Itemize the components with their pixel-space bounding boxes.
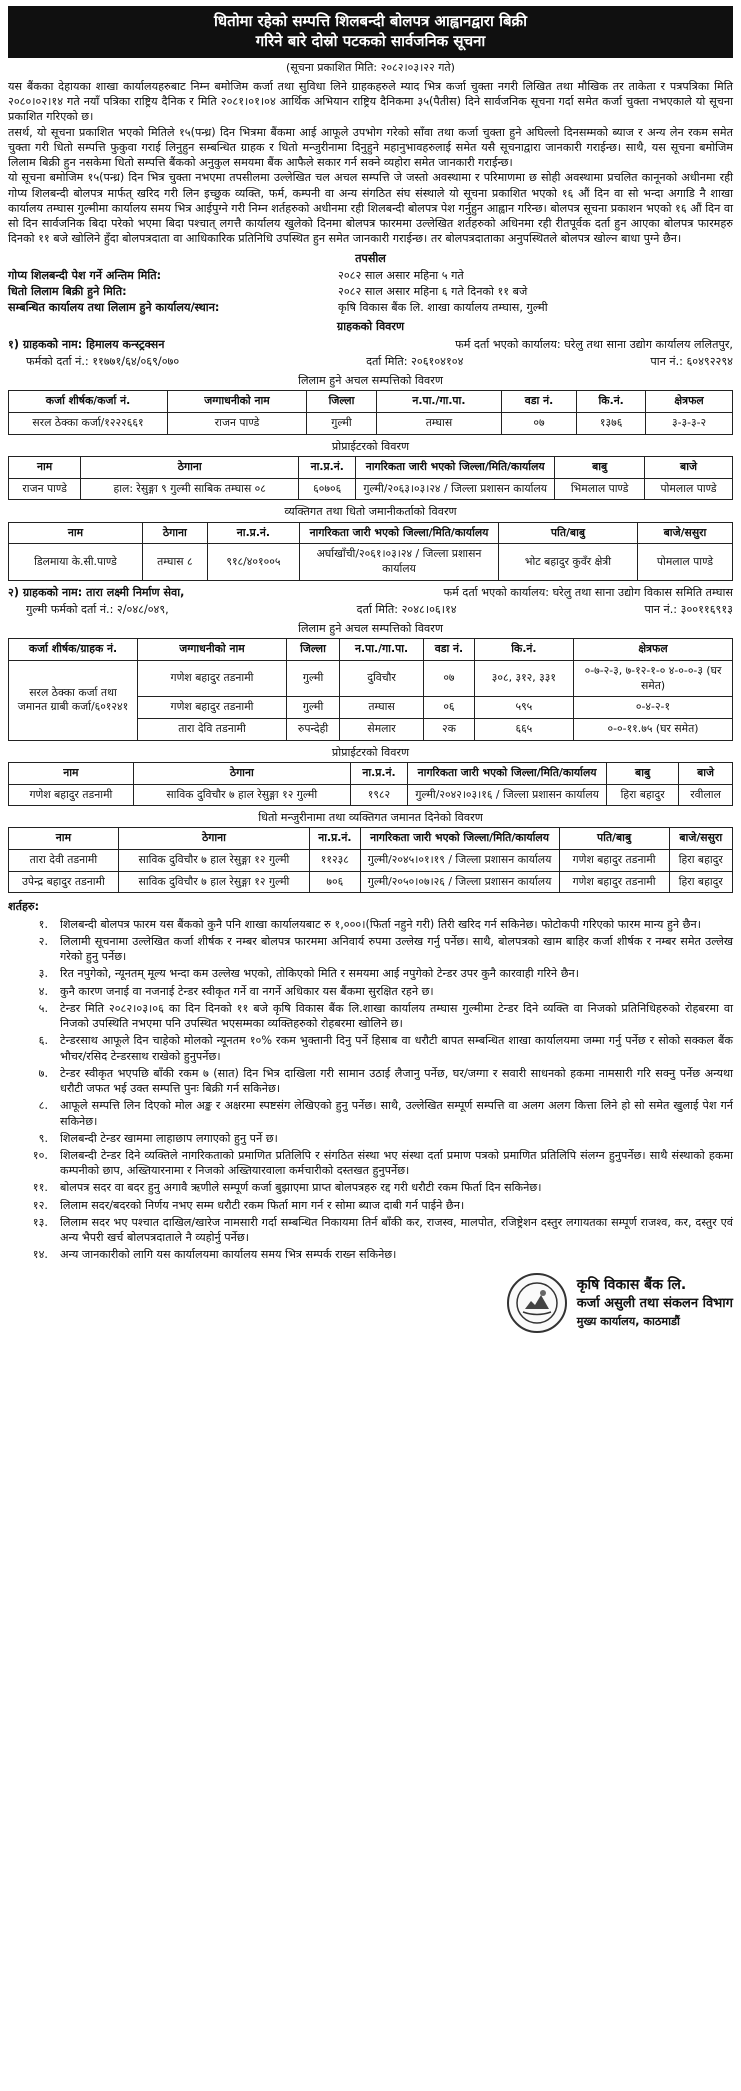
terms-title: शर्तहरु: — [8, 900, 40, 914]
customer2-pan: पान नं.: ३००११६९१३ — [644, 602, 733, 616]
table-row — [9, 478, 733, 500]
col-citizenship-issued: नागरिकता जारी भएको जिल्ला/मिति/कार्यालय — [408, 762, 607, 784]
customer2-property-table — [8, 638, 733, 740]
cell: पोमलाल पाण्डे — [645, 478, 733, 500]
bank-emblem-icon — [515, 1281, 559, 1325]
cell: भिमलाल पाण्डे — [555, 478, 645, 500]
cell: ०७ — [501, 413, 576, 435]
col-grandfather: बाजे — [679, 762, 733, 784]
customer2-reg-row — [26, 602, 733, 617]
customer1-proprietor-title: प्रोप्राईटरको विवरण — [331, 439, 410, 453]
term-number: ५. — [38, 1001, 48, 1015]
customer1-reg-no: फर्मको दर्ता नं.: ११७७१/६४/०६९/०७० — [26, 354, 180, 368]
list-item — [8, 1247, 733, 1262]
cell: गुल्मी — [287, 697, 340, 719]
table-row — [9, 660, 733, 696]
cell: सेमलार — [340, 718, 424, 740]
customer1-property-table — [8, 390, 733, 434]
published-date: (सूचना प्रकाशित मिति: २०८२।०३।२२ गते) — [286, 61, 455, 74]
cell: गणेश बहादुर तडनामी — [559, 871, 669, 893]
col-citizenship-no: ना.प्र.नं. — [310, 828, 361, 850]
cell: १९८२ — [350, 784, 407, 806]
list-item — [8, 1131, 733, 1146]
cell: गुल्मी/२०४५।०१।१९ / जिल्ला प्रशासन कार्यालय — [360, 850, 559, 872]
col-plot: कि.नं. — [577, 391, 646, 413]
col-citizenship-no: ना.प्र.नं. — [350, 762, 407, 784]
table-row — [9, 850, 733, 872]
list-item — [8, 1066, 733, 1096]
cell: १३७६ — [577, 413, 646, 435]
cell: अर्घाखाँची/२०६१।०३।२४ / जिल्ला प्रशासन कार्यालय — [300, 544, 499, 580]
schedule-title: तपसील — [355, 251, 386, 265]
term-number: ८. — [38, 1099, 48, 1113]
cell: ३०८, ३१२, ३३१ — [474, 660, 573, 696]
cell: रुपन्देही — [287, 718, 340, 740]
col-grandfather-inlaw: बाजे/ससुरा — [669, 828, 732, 850]
customer1-guarantor-title: व्यक्तिगत तथा धितो जमानीकर्ताको विवरण — [284, 505, 457, 519]
customer1-reg-date: दर्ता मिति: २०६१०४१०४ — [366, 354, 464, 368]
bank-name: कृषि विकास बैंक लि. — [576, 1276, 687, 1293]
customer2-guarantor-table — [8, 827, 733, 893]
term-text: शिलबन्दी टेन्डर खाममा लाहाछाप लगाएको हुनु पर्ने छ। — [60, 1131, 278, 1145]
col-grandfather-inlaw: बाजे/ससुरा — [637, 522, 732, 544]
cell: साविक दुविचौर ७ हाल रेसुङ्गा १२ गुल्मी — [133, 784, 350, 806]
cell: ६६५ — [474, 718, 573, 740]
cell: राजन पाण्डे — [168, 413, 307, 435]
cell: गुल्मी/२०४२।०३।१६ / जिल्ला प्रशासन कार्यालय — [408, 784, 607, 806]
customer-section-title: ग्राहकको विवरण — [336, 320, 405, 334]
col-citizenship-issued: नागरिकता जारी भएको जिल्ला/मिति/कार्यालय — [300, 522, 499, 544]
customer2-proprietor-title: प्रोप्राईटरको विवरण — [331, 745, 410, 759]
customer1-proprietor-table — [8, 456, 733, 500]
cell: तारा देवी तडनामी — [9, 850, 119, 872]
table-header-row — [9, 639, 733, 661]
cell: हिरा बहादुर — [669, 871, 732, 893]
customer1-reg-office: फर्म दर्ता भएको कार्यालय: घरेलु तथा साना उद्योग कार्यालय ललितपुर, — [455, 337, 733, 351]
cell: ०-०-११.७५ (घर समेत) — [574, 718, 733, 740]
cell: ३-३-३-२ — [646, 413, 733, 435]
customer1-property-title: लिलाम हुने अचल सम्पत्तिको विवरण — [298, 374, 443, 388]
col-district: जिल्ला — [307, 391, 377, 413]
col-address: ठेगाना — [133, 762, 350, 784]
table-header-row — [9, 762, 733, 784]
cell: ०-४-२-१ — [574, 697, 733, 719]
col-citizenship-no: ना.प्र.नं. — [207, 522, 299, 544]
cell: ६०७०६ — [299, 478, 356, 500]
term-text: टेन्डर मिति २०८२।०३।०६ का दिन दिनको ११ बजे कृषि विकास बैंक लि.शाखा कार्यालय तम्घास गुल्मीमा टेन्डर दिने व्यक्ति वा निजको प्रतिनिधिहरुको रोहबरमा वा निजको उपस्थिति नभएमा पनि उपस्थित भएसम्मका व्यक्तिहरुको रोहबरमा खोलिने छ। — [60, 1001, 733, 1031]
table-header-row — [9, 456, 733, 478]
term-number: १२. — [32, 1198, 48, 1212]
cell: पोमलाल पाण्डे — [637, 544, 732, 580]
col-citizenship-no: ना.प्र.नं. — [299, 456, 356, 478]
cell: गणेश बहादुर तडनामी — [9, 784, 134, 806]
term-number: १. — [38, 917, 48, 931]
cell: दुविचौर — [340, 660, 424, 696]
term-text: लिलामी सूचनामा उल्लेखित कर्जा शीर्षक र नम्बर बोलपत्र फारममा अनिवार्य रुपमा उल्लेख गर्नु पर्नेछ। साथै, बोलपत्रको खाम बाहिर कर्जा शीर्षक र नम्बर समेत उल्लेख गरेको हुनु पर्नेछ। — [60, 934, 733, 964]
cell: गुल्मी/२०६३।०३।२४ / जिल्ला प्रशासन कार्यालय — [356, 478, 555, 500]
term-text: बोलपत्र सदर वा बदर हुनु अगावै ऋणीले सम्पूर्ण कर्जा बुझाएमा प्राप्त बोलपत्रहरु रद्द गरी धरौटी रकम फिर्ता दिन सकिनेछ। — [60, 1181, 542, 1195]
customer2-name: २) ग्राहकको नाम: तारा लक्ष्मी निर्माण सेवा, — [8, 585, 185, 599]
customer2-reg-date: दर्ता मिति: २०४८।०६।१४ — [356, 602, 457, 616]
term-number: ११. — [32, 1181, 48, 1195]
customer1-name: १) ग्राहकको नाम: हिमालय कन्स्ट्रक्सन — [8, 337, 165, 351]
col-name: नाम — [9, 828, 119, 850]
term-number: १४. — [32, 1248, 48, 1262]
col-municipality: न.पा./गा.पा. — [340, 639, 424, 661]
col-father: बाबु — [555, 456, 645, 478]
term-text: शिलबन्दी टेन्डर दिने व्यक्तिले नागरिकताको प्रमाणित प्रतिलिपि र संगठित संस्था भए संस्था दर्ता प्रमाण पत्रको प्रमाणित प्रतिलिपि संलग्न हुनुपर्नेछ। साथै संस्थाको हकमा कम्पनीको छाप, अख्तियारनामा र निजको अख्तियारवाला कर्मचारीको दस्तखत हुनुपर्नेछ। — [60, 1148, 733, 1178]
customer2-guarantor-title: धितो मन्जुरीनामा तथा व्यक्तिगत जमानत दिनेको विवरण — [258, 811, 483, 825]
auction-date-row — [8, 284, 733, 299]
cell: हिरा बहादुर — [607, 784, 679, 806]
table-header-row — [9, 522, 733, 544]
list-item — [8, 934, 733, 964]
cell: ९१८/४०१००५ — [207, 544, 299, 580]
bank-logo-icon — [507, 1273, 567, 1333]
customer1-guarantor-table — [8, 522, 733, 581]
term-number: ७. — [38, 1066, 48, 1080]
col-owner: जग्गाधनीको नाम — [138, 639, 287, 661]
col-area: क्षेत्रफल — [574, 639, 733, 661]
col-address: ठेगाना — [118, 828, 309, 850]
term-number: ३. — [38, 967, 48, 981]
col-plot: कि.नं. — [474, 639, 573, 661]
auction-date-label: धितो लिलाम बिक्री हुने मिति: — [8, 285, 127, 298]
cell: गणेश बहादुर तडनामी — [138, 697, 287, 719]
cell: २क — [424, 718, 475, 740]
col-address: ठेगाना — [142, 522, 207, 544]
cell: ०-७-२-३, ७-१२-१-० ४-०-०-३ (घर समेत) — [574, 660, 733, 696]
col-name: नाम — [9, 762, 134, 784]
office-row — [8, 300, 733, 315]
customer2-proprietor-table — [8, 762, 733, 806]
loan-cell: सरल ठेक्का कर्जा तथा जमानत ग्राबी कर्जा/६०१२४१ — [9, 660, 138, 740]
cell: डिलमाया के.सी.पाण्डे — [9, 544, 143, 580]
col-address: ठेगाना — [81, 456, 299, 478]
term-number: ९. — [38, 1131, 48, 1145]
table-row — [9, 544, 733, 580]
list-item — [8, 1148, 733, 1178]
term-text: कुनै कारण जनाई वा नजनाई टेन्डर स्वीकृत गर्ने वा नगर्ने अधिकार यस बैंकमा सुरक्षित रहने छ। — [60, 984, 434, 998]
col-ward: वडा नं. — [501, 391, 576, 413]
term-text: आफूले सम्पत्ति लिन दिएको मोल अङ्क र अक्षरमा स्पष्टसंग लेखिएको हुनु पर्नेछ। साथै, उल्लेखित सम्पूर्ण सम्पत्ति वा अलग अलग कित्ता लिने हो सो समेत खुलाई पेश गर्न सकिनेछ। — [60, 1099, 733, 1128]
table-row — [9, 784, 733, 806]
term-text: लिलाम सदर भए पश्चात दाखिल/खारेज नामसारी गर्दा सम्बन्धित निकायमा तिर्न बाँकी कर, राजस्व, मालपोत, रजिष्ट्रेशन दस्तुर लगायतका सम्पूर्ण राजश्व, कर, दस्तुर एवं अन्य भैपरी खर्च बोलपत्रदाताले नै व्यहोर्नु पर्नेछ। — [60, 1215, 733, 1245]
list-item — [8, 1033, 733, 1063]
customer1-pan: पान नं.: ६०४९२२९४ — [650, 354, 733, 368]
cell: ०६ — [424, 697, 475, 719]
customer2-reg-no: गुल्मी फर्मको दर्ता नं.: २/०४८/०४९, — [26, 602, 169, 616]
cell: गणेश बहादुर तडनामी — [138, 660, 287, 696]
deadline-row — [8, 268, 733, 283]
col-name: नाम — [9, 522, 143, 544]
list-item — [8, 1098, 733, 1128]
col-name: नाम — [9, 456, 81, 478]
deadline-value: २०८२ साल असार महिना ५ गते — [338, 268, 464, 282]
deadline-label: गोप्य शिलबन्दी पेश गर्ने अन्तिम मिति: — [8, 268, 162, 282]
list-item — [8, 1001, 733, 1031]
col-loan: कर्जा शीर्षक/ग्राहक नं. — [9, 639, 138, 661]
auction-date-value: २०८२ साल असार महिना ६ गते दिनको ११ बजे — [338, 285, 528, 298]
head-office: मुख्य कार्यालय, काठमाडौं — [576, 1314, 680, 1328]
term-text: शिलबन्दी बोलपत्र फारम यस बैंकको कुनै पनि शाखा कार्यालयबाट रु १,०००।(फिर्ता नहुने गरी) तिरी खरिद गर्न सकिनेछ। फोटोकपी गरिएको फारम मान्य हुने छैन। — [60, 917, 701, 931]
cell: उपेन्द्र बहादुर तडनामी — [9, 871, 119, 893]
col-citizenship-issued: नागरिकता जारी भएको जिल्ला/मिति/कार्यालय — [356, 456, 555, 478]
intro-paragraph-2: तसर्थ, यो सूचना प्रकाशित भएको मितिले १५(पन्ध्र) दिन भित्रमा बैंकमा आई आफूले उपभोग गरेको साँवा तथा कर्जा चुक्ता हुने अघिल्लो दिनसम्मको ब्याज र अन्य लेन रकम समेत चुक्ता गरी धितो सम्पत्ति फुकुवा गराई लिनुहुन सम्बन्धित ग्राहक र धितो मन्जुरीनामा दिनुहुने महानुभावहरुलाई समेत यसै सूचनाद्वारा जानकारी गराईन्छ। साथै, यस सूचना बमोजिम लिलाम बिक्री हुन नसकेमा धितो सम्पत्ति बैंकको अनुकुल समयमा बैंक आफैले सकार गर्न सक्ने व्यहोरा समेत जानकारी गराईन्छ। — [8, 125, 733, 170]
cell: हाल: रेसुङ्गा ९ गुल्मी साबिक तम्घास ०८ — [81, 478, 299, 500]
cell: सरल ठेक्का कर्जा/१२२२६६१ — [9, 413, 168, 435]
customer2-header — [8, 585, 733, 600]
term-number: ४. — [38, 984, 48, 998]
customer2-property-title: लिलाम हुने अचल सम्पत्तिको विवरण — [298, 622, 443, 636]
notice-title-banner — [8, 6, 733, 58]
office-value: कृषि विकास बैंक लि. शाखा कार्यालय तम्घास, गुल्मी — [338, 301, 548, 315]
cell: ११२३८ — [310, 850, 361, 872]
term-number: २. — [38, 934, 48, 948]
cell: गुल्मी — [307, 413, 377, 435]
issuer — [577, 1276, 733, 1329]
notice-title-line1: धितोमा रहेको सम्पत्ति शिलबन्दी बोलपत्र आह्वानद्वारा बिक्री — [214, 12, 527, 30]
col-ward: वडा नं. — [424, 639, 475, 661]
cell: तम्घास — [376, 413, 501, 435]
cell: राजन पाण्डे — [9, 478, 81, 500]
table-header-row — [9, 828, 733, 850]
cell: ०७ — [424, 660, 475, 696]
cell: गणेश बहादुर तडनामी — [559, 850, 669, 872]
col-grandfather: बाजे — [645, 456, 733, 478]
term-number: १३. — [32, 1215, 48, 1229]
cell: ७०६ — [310, 871, 361, 893]
cell: हिरा बहादुर — [669, 850, 732, 872]
term-number: ६. — [38, 1034, 48, 1048]
customer2-reg-office: फर्म दर्ता भएको कार्यालय: घरेलु तथा साना उद्योग विकास समिति तम्घास — [443, 585, 733, 599]
col-owner: जग्गाधनीको नाम — [168, 391, 307, 413]
cell: गुल्मी/२०५०।०७।२६ / जिल्ला प्रशासन कार्यालय — [360, 871, 559, 893]
col-spouse-father: पति/बाबु — [499, 522, 638, 544]
cell: रवीलाल — [679, 784, 733, 806]
list-item — [8, 966, 733, 981]
terms-list — [8, 917, 733, 1263]
cell: साविक दुविचौर ७ हाल रेसुङ्गा १२ गुल्मी — [118, 871, 309, 893]
cell: ५९५ — [474, 697, 573, 719]
notice-title-line2: गरिने बारे दोस्रो पटकको सार्वजनिक सूचना — [255, 31, 486, 50]
intro-paragraph-1: यस बैंकका देहायका शाखा कार्यालयहरुबाट निम्न बमोजिम कर्जा तथा सुविधा लिने ग्राहकहरुले म्याद भित्र कर्जा चुक्ता नगरी लिखित तथा मौखिक तर ताकेता र पत्रपत्रिका मिति २०८०।०२।१४ गते नयाँ पत्रिका राष्ट्रिय दैनिक र मिति २०८१।०१।०४ आर्थिक अभियान राष्ट्रिय दैनिकमा ३५(पैतीस) दिने सार्वजनिक सूचना गर्दा समेत कर्जा चुक्ता नभएकाले यो सूचना प्रकाशित गरिएको छ। — [8, 79, 733, 124]
col-father: बाबु — [607, 762, 679, 784]
notice-page — [8, 0, 733, 1333]
cell: तम्घास — [340, 697, 424, 719]
col-area: क्षेत्रफल — [646, 391, 733, 413]
signature-block — [8, 1273, 733, 1333]
list-item — [8, 1180, 733, 1195]
customer1-header — [8, 337, 733, 352]
intro-paragraph-3: यो सूचना बमोजिम १५(पन्ध्र) दिन भित्र चुक्ता नभएमा तपसीलमा उल्लेखित चल अचल सम्पत्ति जे जस्तो अवस्थामा र परिमाणमा छ सोही अवस्थामा प्रचलित कानूनको अधीनमा रही गोप्य शिलबन्दी बोलपत्र मार्फत् खरिद गरी लिन इच्छुक व्यक्ति, फर्म, कम्पनी वा अन्य संगठित संघ संस्थाले यो सूचना प्रकाशित भएको १६ औं दिन वा सो भन्दा अगाडि नै शाखा कार्यालय तम्घास गुल्मीमा कार्यालय समय भित्र आईपुग्ने गरी निम्न शर्तहरुको अधीनमा रही शिलबन्दी बोलपत्र पेश गर्नुहुन आह्वान गरिन्छ। बोलपत्र सूचना प्रकाशन भएको १६ औं दिन वा सो दिन सार्वजनिक बिदा परेको भएमा बिदा पश्चात् लगत्तै कार्यालय खुलेको दिनमा बोलपत्र फारममा उल्लेखित शर्तहरुको अधिनमा रही रीतपूर्वक दर्ता हुन आएका बोलपत्र फारमहरु दिनको ११ बजे खोलिने हुँदा बोलपत्रदाता वा आधिकारिक प्रतिनिधि उपस्थित हुन समेत जानकारी गराईन्छ। तर बोलपत्रदाताका अनुपस्थितले बोलपत्र खोल्न बाधा पुग्ने छैन। — [8, 171, 733, 246]
col-spouse-father: पति/बाबु — [559, 828, 669, 850]
list-item — [8, 1198, 733, 1213]
cell: भोट बहादुर कुवँर क्षेत्री — [499, 544, 638, 580]
list-item — [8, 1215, 733, 1245]
term-text: टेन्डर स्वीकृत भएपछि बाँकी रकम ७ (सात) दिन भित्र दाखिला गरी सामान उठाई लैजानु पर्नेछ, घर/जग्गा र सवारी साधनको हकमा नामसारी गरि सक्नु पर्नेछ अन्यथा धरौटी जफत भई उक्त सम्पत्ति पुनः बिक्री गर्न सकिनेछ। — [60, 1066, 733, 1096]
term-number: १०. — [32, 1148, 48, 1162]
department-name: कर्जा असुली तथा संकलन विभाग — [576, 1296, 733, 1312]
col-citizenship-issued: नागरिकता जारी भएको जिल्ला/मिति/कार्यालय — [360, 828, 559, 850]
cell: तम्घास ८ — [142, 544, 207, 580]
col-municipality: न.पा./गा.पा. — [376, 391, 501, 413]
list-item — [8, 917, 733, 932]
cell: गुल्मी — [287, 660, 340, 696]
term-text: अन्य जानकारीको लागि यस कार्यालयमा कार्यालय समय भित्र सम्पर्क राख्न सकिनेछ। — [60, 1248, 397, 1262]
office-label: सम्बन्धित कार्यालय तथा लिलाम हुने कार्यालय/स्थान: — [8, 301, 220, 315]
list-item — [8, 984, 733, 999]
customer1-reg-row — [26, 354, 733, 369]
table-row — [9, 413, 733, 435]
col-loan: कर्जा शीर्षक/कर्जा नं. — [9, 391, 168, 413]
cell: तारा देवि तडनामी — [138, 718, 287, 740]
term-text: टेन्डरसाथ आफूले दिन चाहेको मोलको न्यूनतम १०% रकम भुक्तानी दिनु पर्ने हिसाब वा धरौटी बापत सम्बन्धित शाखा कार्यालयमा जम्मा गर्नु पर्नेछ र सोको सक्कल बैंक भौचर/रसिद टेन्डरसाथ राखेको हुनुपर्नेछ। — [60, 1034, 733, 1063]
col-district: जिल्ला — [287, 639, 340, 661]
table-header-row — [9, 391, 733, 413]
term-text: लिलाम सदर/बदरको निर्णय नभए सम्म धरौटी रकम फिर्ता माग गर्न र सोमा ब्याज दाबी गर्न पाईने छैन। — [60, 1198, 465, 1212]
table-row — [9, 871, 733, 893]
term-text: रित नपुगेको, न्यूनतम् मूल्य भन्दा कम उल्लेख भएको, तोकिएको मिति र समयमा आई नपुगेको टेन्डर उपर कुनै कारवाही गरिने छैन। — [60, 967, 579, 981]
cell: साविक दुविचौर ७ हाल रेसुङ्गा १२ गुल्मी — [118, 850, 309, 872]
